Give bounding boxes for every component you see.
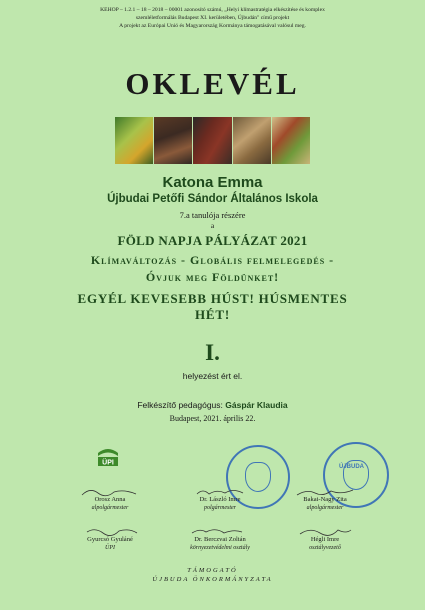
signer-role: alpolgármester <box>91 505 129 511</box>
article-a: a <box>210 221 215 230</box>
recipient-school: Újbudai Petőfi Sándor Általános Iskola <box>107 193 318 205</box>
signature-scribble-icon <box>85 526 140 536</box>
issue-date: Budapest, 2021. április 22. <box>169 414 256 423</box>
supporter-name: ÚJBUDA ÖNKORMÁNYZATA <box>152 576 273 583</box>
signer-name: Gyurcsó Gyuláné <box>87 536 133 543</box>
teacher-name: Gáspár Klaudia <box>225 400 288 410</box>
signature-scribble-icon <box>298 526 353 536</box>
signature-bakai-nagy-zita <box>285 496 365 512</box>
recipient-class: 7.a tanulója részére <box>179 210 246 220</box>
signature-scribble-icon <box>190 526 245 536</box>
dish-photo <box>272 117 310 164</box>
signer-name: Hégli Imre <box>310 536 340 543</box>
signature-laszlo-imre <box>180 496 260 512</box>
placement-text: helyezést ért el. <box>182 371 243 381</box>
upi-logo <box>96 447 120 467</box>
header-line-3: A projekt az Európai Unió és Magyarország Kormánya támogatásával valósul meg. <box>119 23 306 29</box>
competition-theme-line-1: Klímaváltozás - Globális felmelegedés - <box>90 253 335 267</box>
meat-photo <box>193 117 231 164</box>
signer-role: környezetvédelmi osztály <box>190 545 250 551</box>
supporter-label: TÁMOGATÓ <box>187 567 238 574</box>
certificate-title: OKLEVÉL <box>125 66 300 101</box>
signer-name: Bakai-Nagy Zita <box>303 496 347 503</box>
teacher-label: Felkészítő pedagógus: <box>137 400 223 410</box>
header-line-2: szemléletformálás Budapest XI. kerületében, Újbudán" című projekt <box>135 15 290 21</box>
signer-role: polgármester <box>204 505 236 511</box>
signer-name: Dr. Berczvai Zoltán <box>194 536 246 543</box>
signer-name: Dr. László Imre <box>199 496 241 503</box>
signer-role: alpolgármester <box>306 505 344 511</box>
signature-hegli-imre <box>285 536 365 552</box>
vegetables-photo <box>115 117 153 164</box>
coat-of-arms-icon <box>245 462 271 492</box>
skewers-photo <box>154 117 192 164</box>
competition-slogan-line-1: EGYÉL KEVESEBB HÚST! HÚSMENTES <box>77 291 348 306</box>
competition-theme-line-2: Óvjuk meg Földünket! <box>145 270 280 284</box>
competition-slogan-line-2: HÉT! <box>195 307 230 322</box>
competition-name: FÖLD NAPJA PÁLYÁZAT 2021 <box>117 233 308 248</box>
signer-name: Orosz Anna <box>94 496 126 503</box>
signature-orosz-anna <box>70 496 150 512</box>
signer-role: osztályvezető <box>309 545 341 551</box>
teacher-line <box>0 400 425 410</box>
grill-photo <box>233 117 271 164</box>
signer-role: ÜPI <box>105 545 115 551</box>
project-header <box>0 6 425 30</box>
upi-logo-text: ÜPI <box>102 459 114 467</box>
recipient-name: Katona Emma <box>162 174 263 191</box>
signature-gyurcso-gyulane <box>70 536 150 552</box>
header-line-1: KEHOP – 1.2.1 – 18 – 2018 – 00001 azonosító számú, „Helyi klímastratégia elkészítése és komplex <box>100 7 325 13</box>
signature-berczvai-zoltan <box>170 536 270 552</box>
stamp-label: ÚJBUDA <box>339 464 365 470</box>
food-photo-strip <box>115 117 310 164</box>
placement: I. <box>205 340 220 365</box>
